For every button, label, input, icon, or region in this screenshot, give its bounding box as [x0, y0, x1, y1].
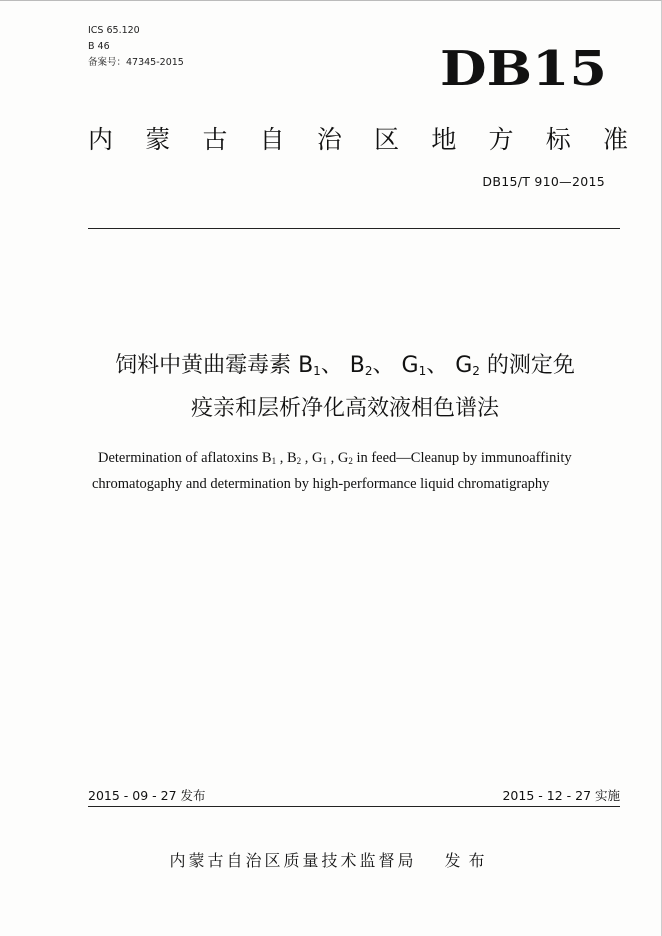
english-title-line-2: chromatogaphy and determination by high-performance liquid chromatigraphy — [92, 476, 550, 492]
classification-block — [88, 23, 184, 71]
standard-type-char: 蒙 — [145, 125, 171, 154]
standard-type-heading — [88, 120, 628, 156]
issuing-authority — [0, 848, 662, 871]
standard-type-char: 古 — [202, 125, 228, 154]
standard-type-char: 区 — [374, 125, 400, 154]
standard-type-char: 自 — [259, 125, 285, 154]
class-code: B 46 — [88, 41, 110, 52]
english-title-line-1: Determination of aflatoxins $B_1$ , $B_2$ , $G_1$ , $G_2$ in feed—Cleanup by immunoaffinity — [98, 450, 572, 466]
implementation-date: 2015 - 12 - 27 实施 — [502, 788, 620, 803]
header-divider — [88, 228, 620, 229]
record-number: 备案号：47345-2015 — [88, 57, 184, 68]
standard-type-char: 准 — [602, 125, 628, 154]
standard-type-char: 地 — [431, 125, 457, 154]
issue-date: 2015 - 09 - 27 发布 — [88, 788, 206, 803]
issuer-organization: 内蒙古自治区质量技术监督局 — [169, 851, 417, 870]
db15-logo: DB15 — [440, 41, 607, 97]
footer-divider — [88, 806, 620, 807]
chinese-title-line-1: 饲料中黄曲霉毒素 $B_1$、 $B_2$、 $G_1$、 $G_2$ 的测定免 — [115, 353, 575, 378]
standard-number: DB15/T 910—2015 — [482, 174, 605, 189]
date-row — [88, 786, 620, 804]
standard-type-char: 治 — [316, 125, 342, 154]
ics-code: ICS 65.120 — [88, 25, 140, 36]
standard-type-char: 内 — [88, 125, 114, 154]
chinese-title-line-2: 疫亲和层析净化高效液相色谱法 — [190, 396, 499, 421]
standard-type-char: 标 — [545, 125, 571, 154]
standard-type-char: 方 — [488, 125, 514, 154]
chinese-title — [60, 347, 630, 428]
issuer-action: 发布 — [444, 851, 493, 870]
english-title — [92, 447, 612, 496]
